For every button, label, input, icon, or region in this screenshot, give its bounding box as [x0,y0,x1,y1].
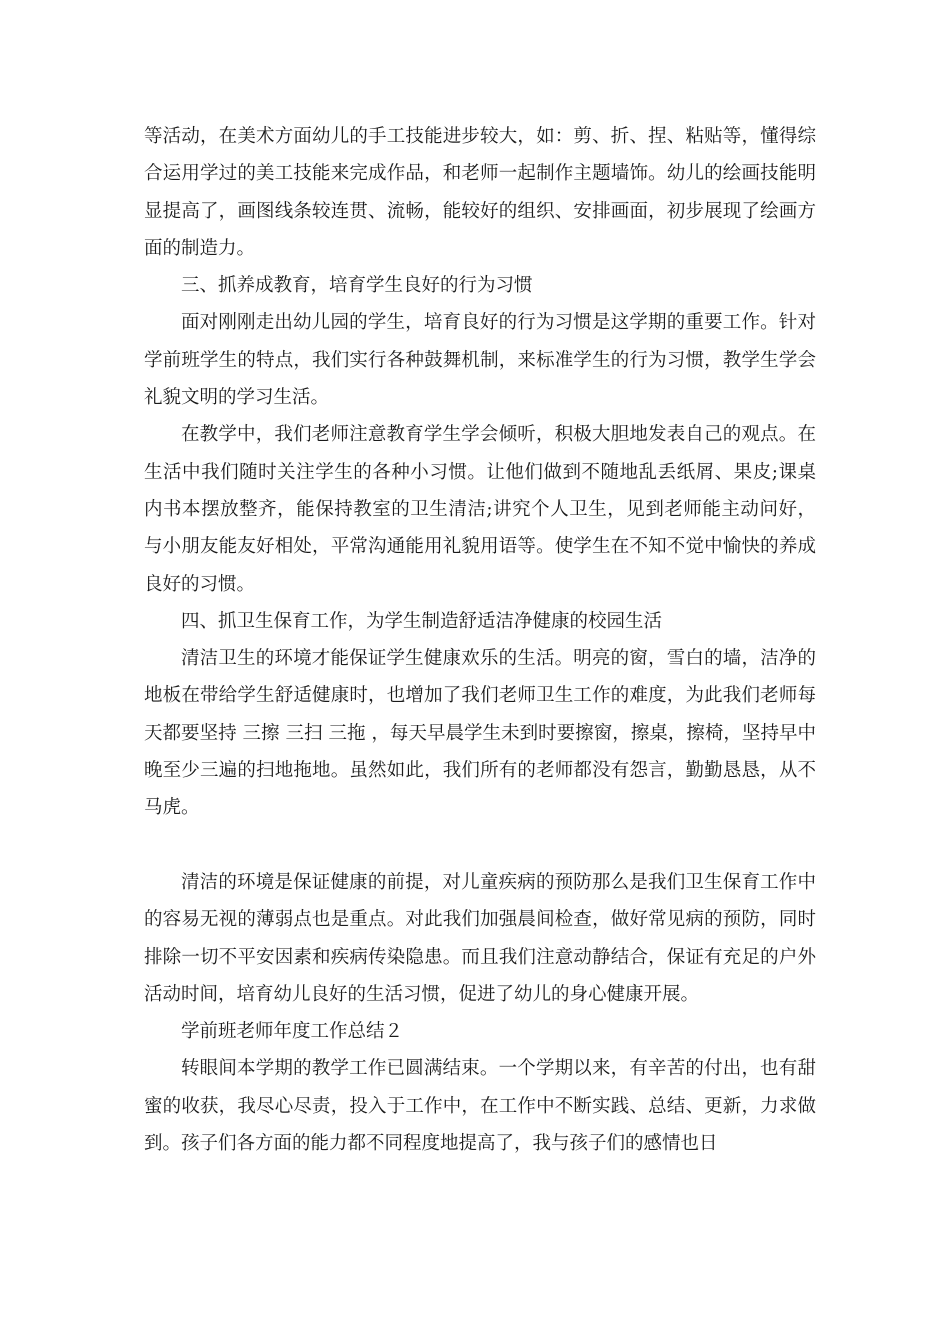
paragraph-hygiene-health: 清洁的环境是保证健康的前提，对儿童疾病的预防那么是我们卫生保育工作中的容易无视的薄弱点也是重点。对此我们加强晨间检查，做好常见病的预防，同时排除一切不平安因素和疾病传染隐患。而且我们注意动静结合，保证有充足的户外活动时间，培育幼儿良好的生活习惯，促进了幼儿的身心健康开展。 [144,871,816,1005]
section-heading-hygiene: 四、抓卫生保育工作，为学生制造舒适洁净健康的校园生活 [181,610,663,632]
blank-line [144,827,816,864]
section-heading-habits: 三、抓养成教育，培育学生良好的行为习惯 [181,275,533,297]
document-body [144,118,816,1162]
paragraph-summary-intro: 转眼间本学期的教学工作已圆满结束。一个学期以来，有辛苦的付出，也有甜蜜的收获，我尽心尽责，投入于工作中，在工作中不断实践、总结、更新，力求做到。孩子们各方面的能力都不同程度地提高了，我与孩子们的感情也日 [144,1058,816,1155]
section-title-summary-2: 学前班老师年度工作总结２ [181,1021,404,1043]
paragraph-habits-intro: 面对刚刚走出幼儿园的学生，培育良好的行为习惯是这学期的重要工作。针对学前班学生的特点，我们实行各种鼓舞机制，来标准学生的行为习惯，教学生学会礼貌文明的学习生活。 [144,312,816,409]
paragraph-hygiene-cleaning: 清洁卫生的环境才能保证学生健康欢乐的生活。明亮的窗，雪白的墙，洁净的地板在带给学生舒适健康时，也增加了我们老师卫生工作的难度，为此我们老师每天都要坚持 三擦 三扫 三拖 ，每天早晨学生未到时要擦窗，擦桌，擦椅，坚持早中晚至少三遍的扫地拖地。虽然如此，我们所有的老师都没有怨言，勤勤恳恳，从不马虎。 [144,648,816,819]
paragraph-habits-teaching: 在教学中，我们老师注意教育学生学会倾听，积极大胆地发表自己的观点。在生活中我们随时关注学生的各种小习惯。让他们做到不随地乱丢纸屑、果皮;课桌内书本摆放整齐，能保持教室的卫生清洁;讲究个人卫生，见到老师能主动问好，与小朋友能友好相处，平常沟通能用礼貌用语等。使学生在不知不觉中愉快的养成良好的习惯。 [144,424,816,595]
paragraph-art-skills: 等活动，在美术方面幼儿的手工技能进步较大，如：剪、折、捏、粘贴等，懂得综合运用学过的美工技能来完成作品，和老师一起制作主题墙饰。幼儿的绘画技能明显提高了，画图线条较连贯、流畅，能较好的组织、安排画面，初步展现了绘画方面的制造力。 [144,126,816,259]
